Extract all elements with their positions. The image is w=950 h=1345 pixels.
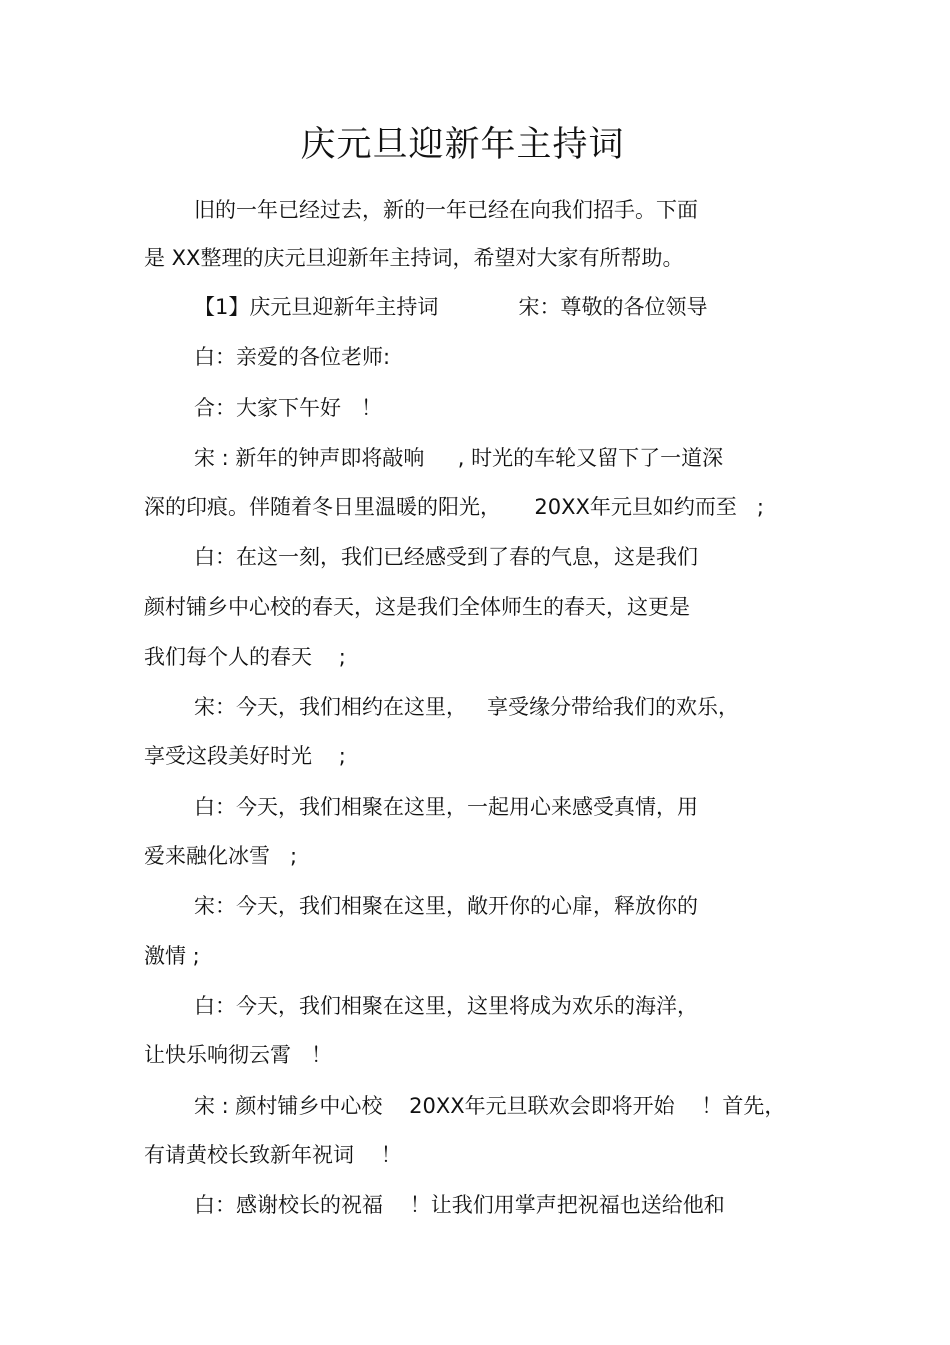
body-line: 激情 ; — [144, 944, 200, 968]
body-line: 颜村铺乡中心校的春天，这是我们全体师生的春天，这更是 — [144, 595, 690, 619]
body-line: 旧的一年已经过去，新的一年已经在向我们招手。下面 — [194, 198, 698, 222]
section-heading-line: 【1】庆元旦迎新年主持词 宋：尊敬的各位领导 — [194, 295, 708, 319]
body-line: 享受这段美好时光 ; — [144, 744, 346, 768]
body-line: 我们每个人的春天 ; — [144, 645, 346, 669]
body-line: 深的印痕。伴随着冬日里温暖的阳光， 20XX年元旦如约而至 ; — [144, 495, 764, 519]
body-line: 宋：今天，我们相聚在这里，敞开你的心扉，释放你的 — [194, 894, 698, 918]
body-line: 白：感谢校长的祝福 ！让我们用掌声把祝福也送给他和 — [194, 1193, 725, 1217]
body-line: 是 XX整理的庆元旦迎新年主持词，希望对大家有所帮助。 — [144, 246, 684, 270]
document-title: 庆元旦迎新年主持词 — [300, 125, 625, 165]
body-line: 有请黄校长致新年祝词 ！ — [144, 1143, 402, 1167]
body-line: 白：今天，我们相聚在这里，一起用心来感受真情，用 — [194, 795, 698, 819]
body-line: 宋 : 新年的钟声即将敲响 , 时光的车轮又留下了一道深 — [194, 446, 724, 470]
body-line: 白：在这一刻，我们已经感受到了春的气息，这是我们 — [194, 545, 698, 569]
body-line: 白：亲爱的各位老师: — [194, 345, 391, 369]
body-line: 爱来融化冰雪 ; — [144, 844, 298, 868]
body-line: 让快乐响彻云霄 ！ — [144, 1043, 333, 1067]
body-line: 宋 : 颜村铺乡中心校 20XX年元旦联欢会即将开始 ！首先， — [194, 1094, 786, 1118]
body-line: 合：大家下午好 ！ — [194, 396, 383, 420]
body-line: 白：今天，我们相聚在这里，这里将成为欢乐的海洋， — [194, 994, 698, 1018]
body-line: 宋：今天，我们相约在这里， 享受缘分带给我们的欢乐， — [194, 695, 740, 719]
